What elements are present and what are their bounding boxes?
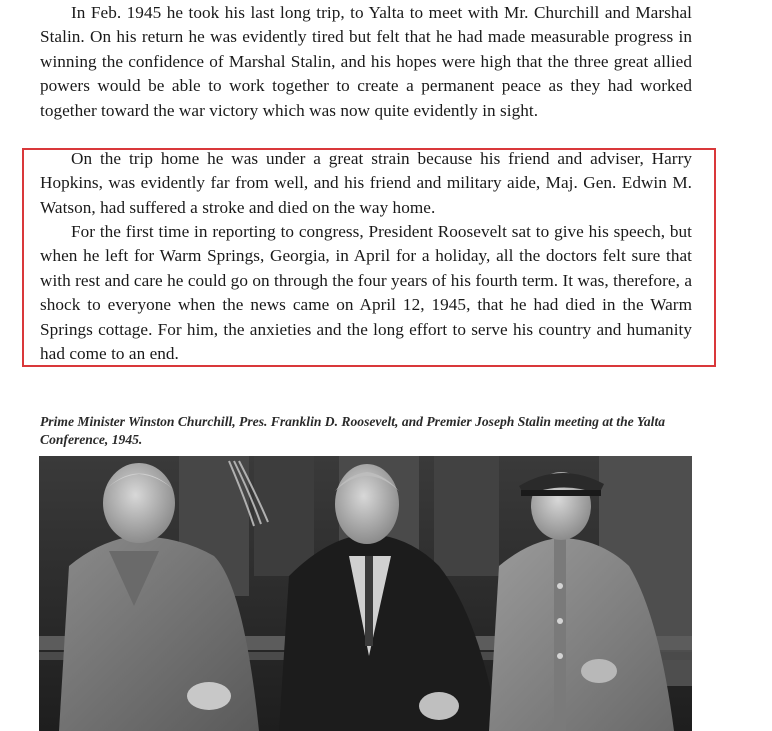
paragraph-yalta-trip: In Feb. 1945 he took his last long trip, to Yalta to meet with Mr. Churchill and Marshal Stalin. On his return he was evidently tired but felt that he had made measurable progress in winning the confidence of Marshal Stalin, and his hopes were high that the three great allied powers would be able to work together to create a permanent peace as they had worked together toward the war victory which was now quite evidently in sight. [40, 3, 692, 120]
photo-caption: Prime Minister Winston Churchill, Pres. Franklin D. Roosevelt, and Premier Joseph Stalin meeting at the Yalta Conference, 1945. [40, 414, 666, 447]
photo-illustration [39, 456, 692, 731]
paragraph-death: For the first time in reporting to congress, President Roosevelt sat to give his speech, but when he left for Warm Springs, Georgia, in April for a holiday, all the doctors felt sure that with rest and care he could go on through the four years of his fourth term. It was, therefore, a shock to everyone when the news came on April 12, 1945, that he had died in the Warm Springs cottage. For him, the anxieties and the long effort to serve his country and humanity had come to an end. [40, 222, 692, 364]
paragraph-trip-home: On the trip home he was under a great strain because his friend and adviser, Harry Hopkins, was evidently far from well, and his friend and military aide, Maj. Gen. Edwin M. Watson, had suffered a stroke and died on the way home. [40, 149, 692, 217]
yalta-conference-photo [39, 456, 692, 731]
red-highlight-box [22, 148, 716, 367]
